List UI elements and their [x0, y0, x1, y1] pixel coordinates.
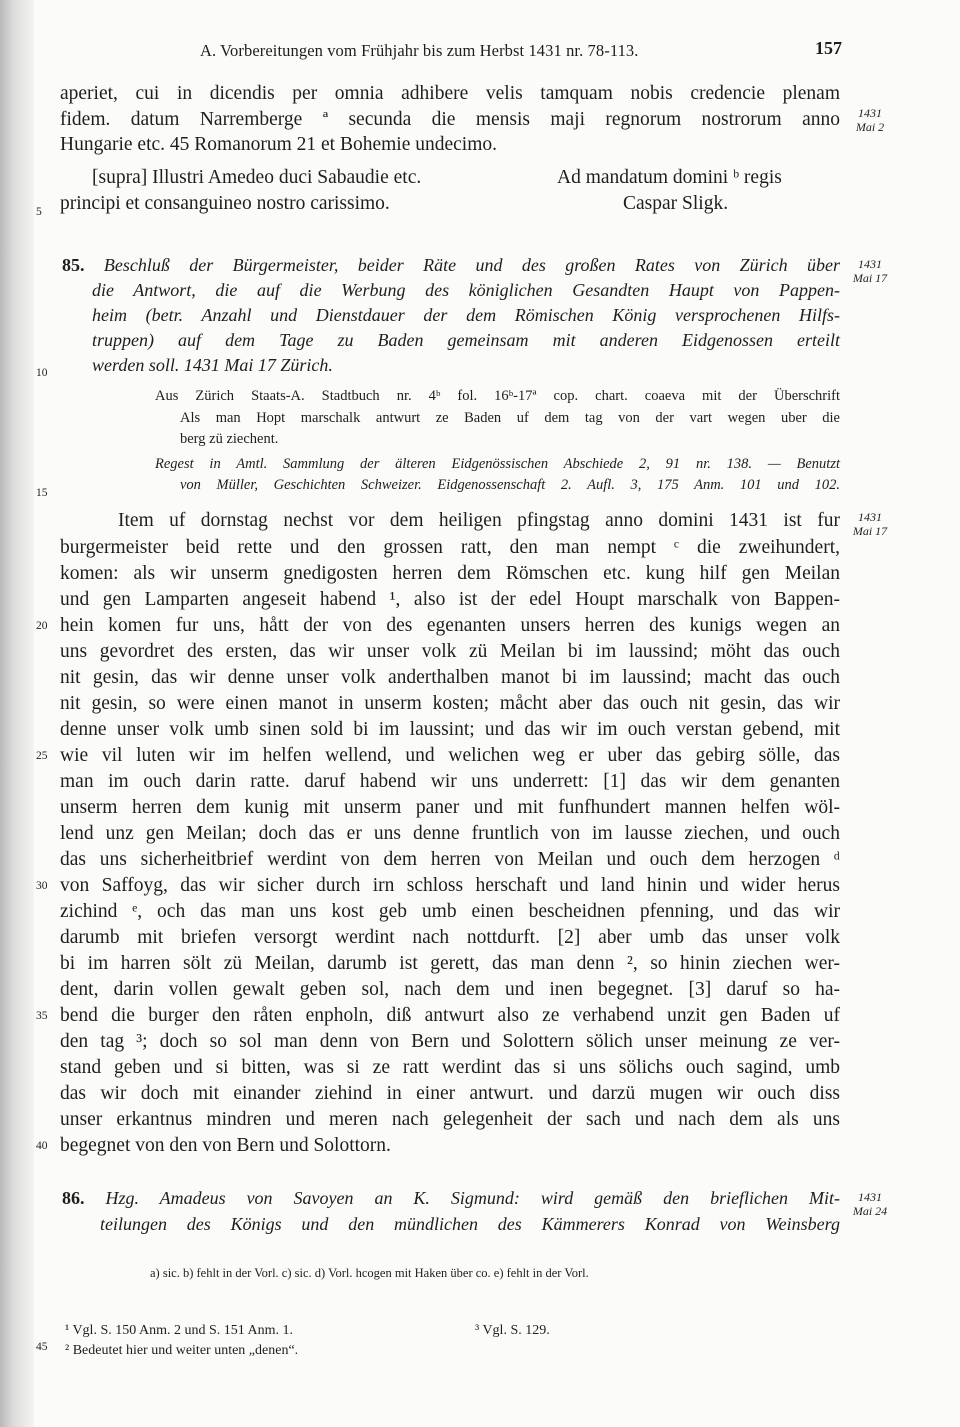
- address-line: [supra] Illustri Amedeo duci Sabaudie etc.: [92, 167, 422, 188]
- margin-date: 1431 Mai 17: [852, 257, 888, 285]
- text-line: und gen Lamparten angeseit habend ¹, also ist der edel Houpt marschalk von Bappen-: [60, 589, 840, 610]
- source-line: Regest in Amtl. Sammlung der älteren Eidgenössischen Abschiede 2, 91 nr. 138. — Benutzt: [155, 456, 840, 472]
- doc-heading-line: truppen) auf dem Tage zu Baden gemeinsam mit anderen Eidgenossen erteilt: [92, 330, 840, 350]
- text-line: man im ouch darin ratte. daruf habend wir uns underrett: [1] das wir dem genanten: [60, 771, 840, 792]
- line-number: 5: [36, 206, 42, 218]
- doc-heading-line: heim (betr. Anzahl und Dienstdauer der dem Römischen König versprochenen Hilfs-: [92, 305, 840, 325]
- text-line: dent, darin vollen gewalt geben sol, nach dem und inen begegnet. [3] daruf so ha-: [60, 979, 840, 1000]
- source-line: Aus Zürich Staats-A. Stadtbuch nr. 4ᵇ fol. 16ᵇ-17ª cop. chart. coaeva mit der Überschrift: [155, 388, 840, 404]
- margin-date: 1431 Mai 17: [852, 510, 888, 538]
- margin-date: 1431 Mai 2: [855, 106, 885, 134]
- text-line: unser erkantnus mindren und meren nach gelegenheit der sach und nach dem als uns: [60, 1109, 840, 1130]
- text-line: Hungarie etc. 45 Romanorum 21 et Bohemie undecimo.: [60, 134, 498, 155]
- doc-heading-line: werden soll. 1431 Mai 17 Zürich.: [92, 355, 333, 375]
- source-line: berg zü ziechent.: [180, 431, 279, 447]
- address-line: principi et consanguineo nostro carissimo.: [60, 193, 390, 214]
- doc-heading-line: 85. Beschluß der Bürgermeister, beider Räte und des großen Rates von Zürich über: [62, 255, 840, 275]
- text-line: komen: als wir unserm gnedigosten herren dem Römschen etc. kung hilf gen Meilan: [60, 563, 840, 584]
- text-line: begegnet von den von Bern und Solottorn.: [60, 1135, 391, 1156]
- text-line: lend unz gen Meilan; doch das er uns denne fruntlich von im lausse ziechen, und ouch: [60, 823, 840, 844]
- text-line: zichind ᵉ, och das man uns kost geb umb einen bescheidnen pfenning, und das wir: [60, 901, 840, 922]
- line-number: 40: [36, 1140, 48, 1152]
- text-line: Item uf dornstag nechst vor dem heiligen pfingstag anno domini 1431 ist fur: [118, 510, 840, 531]
- text-line: aperiet, cui in dicendis per omnia adhibere velis tamquam nobis credencie plenam: [60, 83, 840, 104]
- line-number: 15: [36, 487, 48, 499]
- doc-heading-line: teilungen des Königs und den mündlichen des Kämmerers Konrad von Weinsberg: [100, 1214, 840, 1234]
- doc-number: 85.: [62, 255, 85, 275]
- signature-line: Caspar Sligk.: [623, 193, 729, 214]
- text-line: den tag ³; doch so sol man denn von Bern und Solottern sölich unser meinung ze ver-: [60, 1031, 840, 1052]
- text-line: bi im harren sölt zü Meilan, darumb ist gerett, das man denn ², so hinin ziechen wer-: [60, 953, 840, 974]
- line-number: 20: [36, 620, 48, 632]
- text-line: unserm herren dem kunig mit unserm paner und mit funfhundert mannen helfen wöl-: [60, 797, 840, 818]
- doc-heading-line: die Antwort, die auf die Werbung des königlichen Gesandten Haupt von Pappen-: [92, 280, 840, 300]
- text-line: denne unser volk umb sinen sold bi im laussint; und das wir im ouch verstan gebend, mit: [60, 719, 840, 740]
- footnote: ¹ Vgl. S. 150 Anm. 2 und S. 151 Anm. 1.: [65, 1323, 293, 1338]
- page-number: 157: [815, 38, 842, 58]
- text-line: nit gesin, so were einen manot in unserm kosten; måcht aber das ouch nit gesin, das wir: [60, 693, 840, 714]
- text-line: hein komen fur uns, hått der von des egenanten unsers herren des kunigs wegen an: [60, 615, 840, 636]
- line-number: 30: [36, 880, 48, 892]
- running-title: A. Vorbereitungen vom Frühjahr bis zum Herbst 1431 nr. 78-113.: [200, 41, 639, 60]
- text-line: das wir doch mit einander ziehind in einer antwurt. und darzü mugen wir ouch diss: [60, 1083, 840, 1104]
- signature-line: Ad mandatum domini ᵇ regis: [557, 167, 782, 188]
- text-line: bend die burger den råten enpholn, diß antwurt also ze verhabend unzit gen Baden uf: [60, 1005, 840, 1026]
- text-line: wie vil luten wir im helfen wellend, und welichen weg er uber das gebirg sölle, das: [60, 745, 840, 766]
- text-line: nit gesin, das wir denne unser volk anderthalben manot bi im laussind; macht das ouch: [60, 667, 840, 688]
- text-line: burgermeister beid rette und den grossen ratt, den man nempt ᶜ die zweihundert,: [60, 537, 840, 558]
- line-number: 45: [36, 1341, 48, 1353]
- text-line: von Saffoyg, das wir sicher durch irn schloss herschaft und land hinin und wider herus: [60, 875, 840, 896]
- footnote: ³ Vgl. S. 129.: [475, 1323, 550, 1338]
- footnote: ² Bedeutet hier und weiter unten „denen“.: [65, 1343, 299, 1358]
- doc-heading-line: 86. Hzg. Amadeus von Savoyen an K. Sigmund: wird gemäß den brieflichen Mit-: [62, 1188, 840, 1208]
- text-line: stand geben und si bitten, was si ze ratt werdint das si uns sölichs ouch sagind, umb: [60, 1057, 840, 1078]
- variant-notes: a) sic. b) fehlt in der Vorl. c) sic. d) Vorl. hcogen mit Haken über co. e) fehlt in der Vorl.: [150, 1266, 589, 1280]
- source-line: Als man Hopt marschalk antwurt ze Baden uf dem tag von der vart wegen uber die: [180, 410, 840, 426]
- line-number: 35: [36, 1010, 48, 1022]
- doc-number: 86.: [62, 1188, 85, 1208]
- text-line: das uns sicherheitbrief werdint von dem herren von Meilan und ouch dem herzogen ᵈ: [60, 849, 840, 870]
- source-line: von Müller, Geschichten Schweizer. Eidgenossenschaft 2. Aufl. 3, 175 Anm. 101 und 102.: [180, 477, 840, 493]
- line-number: 25: [36, 750, 48, 762]
- text-line: darumb mit briefen versorgt werdint nach nottdurft. [2] aber umb das unser volk: [60, 927, 840, 948]
- text-line: uns gevordret des ersten, das wir unser volk zü Meilan bi im laussind; möht das ouch: [60, 641, 840, 662]
- margin-date: 1431 Mai 24: [852, 1190, 888, 1218]
- text-line: fidem. datum Narremberge ª secunda die mensis maji regnorum nostrorum anno: [60, 109, 840, 130]
- line-number: 10: [36, 367, 48, 379]
